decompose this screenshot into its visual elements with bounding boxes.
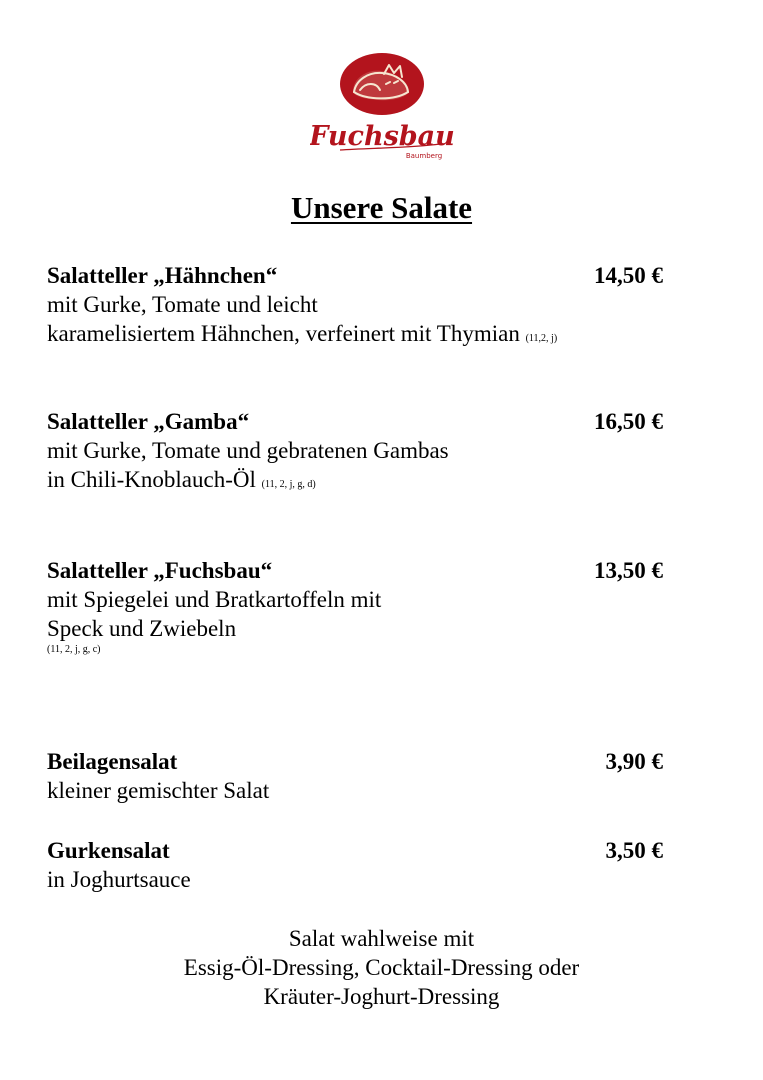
menu-item-name: Salatteller „Gamba“ [47, 409, 250, 434]
menu-item-gurkensalat [47, 836, 663, 894]
allergen-codes: (11, 2, j, g, c) [47, 644, 101, 655]
menu-item-header [47, 407, 663, 436]
menu-item-description: in Joghurtsauce [47, 867, 191, 892]
dressing-note-line: Kräuter-Joghurt-Dressing [263, 984, 500, 1009]
description-text: in Chili-Knoblauch-Öl [47, 467, 256, 492]
logo-wordmark: Fuchsbau [310, 121, 455, 152]
menu-item-description: mit Spiegelei und Bratkartoffeln mit [47, 587, 382, 612]
dressing-note-line: Salat wahlweise mit [288, 926, 475, 951]
menu-item-name: Salatteller „Fuchsbau“ [47, 558, 273, 583]
description-text: karamelisiertem Hähnchen, verfeinert mit Thymian [47, 321, 520, 346]
menu-item-name: Salatteller „Hähnchen“ [47, 263, 278, 288]
menu-item-gamba [47, 407, 663, 499]
menu-item-header [47, 556, 663, 585]
menu-item-price: 3,90 € [605, 749, 663, 774]
page-title: Unsere Salate [290, 190, 473, 225]
dressing-note-line: Essig-Öl-Dressing, Cocktail-Dressing oder [183, 955, 580, 980]
dressing-note [0, 924, 763, 1011]
menu-item-description: mit Gurke, Tomate und leicht [47, 292, 318, 317]
menu-item-header [47, 836, 663, 865]
menu-item-description: Speck und Zwiebeln [47, 616, 237, 641]
menu-item-description: kleiner gemischter Salat [47, 778, 270, 803]
menu-item-fuchsbau [47, 556, 663, 657]
menu-item-header [47, 747, 663, 776]
menu-item-name: Gurkensalat [47, 838, 170, 863]
menu-item-haehnchen [47, 261, 663, 353]
logo-subtitle: Baumberg [405, 152, 443, 160]
menu-item-description [47, 319, 663, 353]
menu-item-beilagensalat [47, 747, 663, 805]
menu-item-description: mit Gurke, Tomate und gebratenen Gambas [47, 438, 449, 463]
menu-item-price: 16,50 € [594, 409, 663, 434]
menu-item-price: 13,50 € [594, 558, 663, 583]
allergen-codes: (11,2, j) [525, 333, 558, 344]
menu-item-header [47, 261, 663, 290]
menu-item-description [47, 465, 663, 499]
logo-graphic [310, 48, 455, 163]
fuchsbau-logo [310, 48, 455, 163]
menu-item-price: 14,50 € [594, 263, 663, 288]
menu-item-name: Beilagensalat [47, 749, 178, 774]
menu-item-price: 3,50 € [605, 838, 663, 863]
allergen-codes: (11, 2, j, g, d) [261, 479, 316, 490]
